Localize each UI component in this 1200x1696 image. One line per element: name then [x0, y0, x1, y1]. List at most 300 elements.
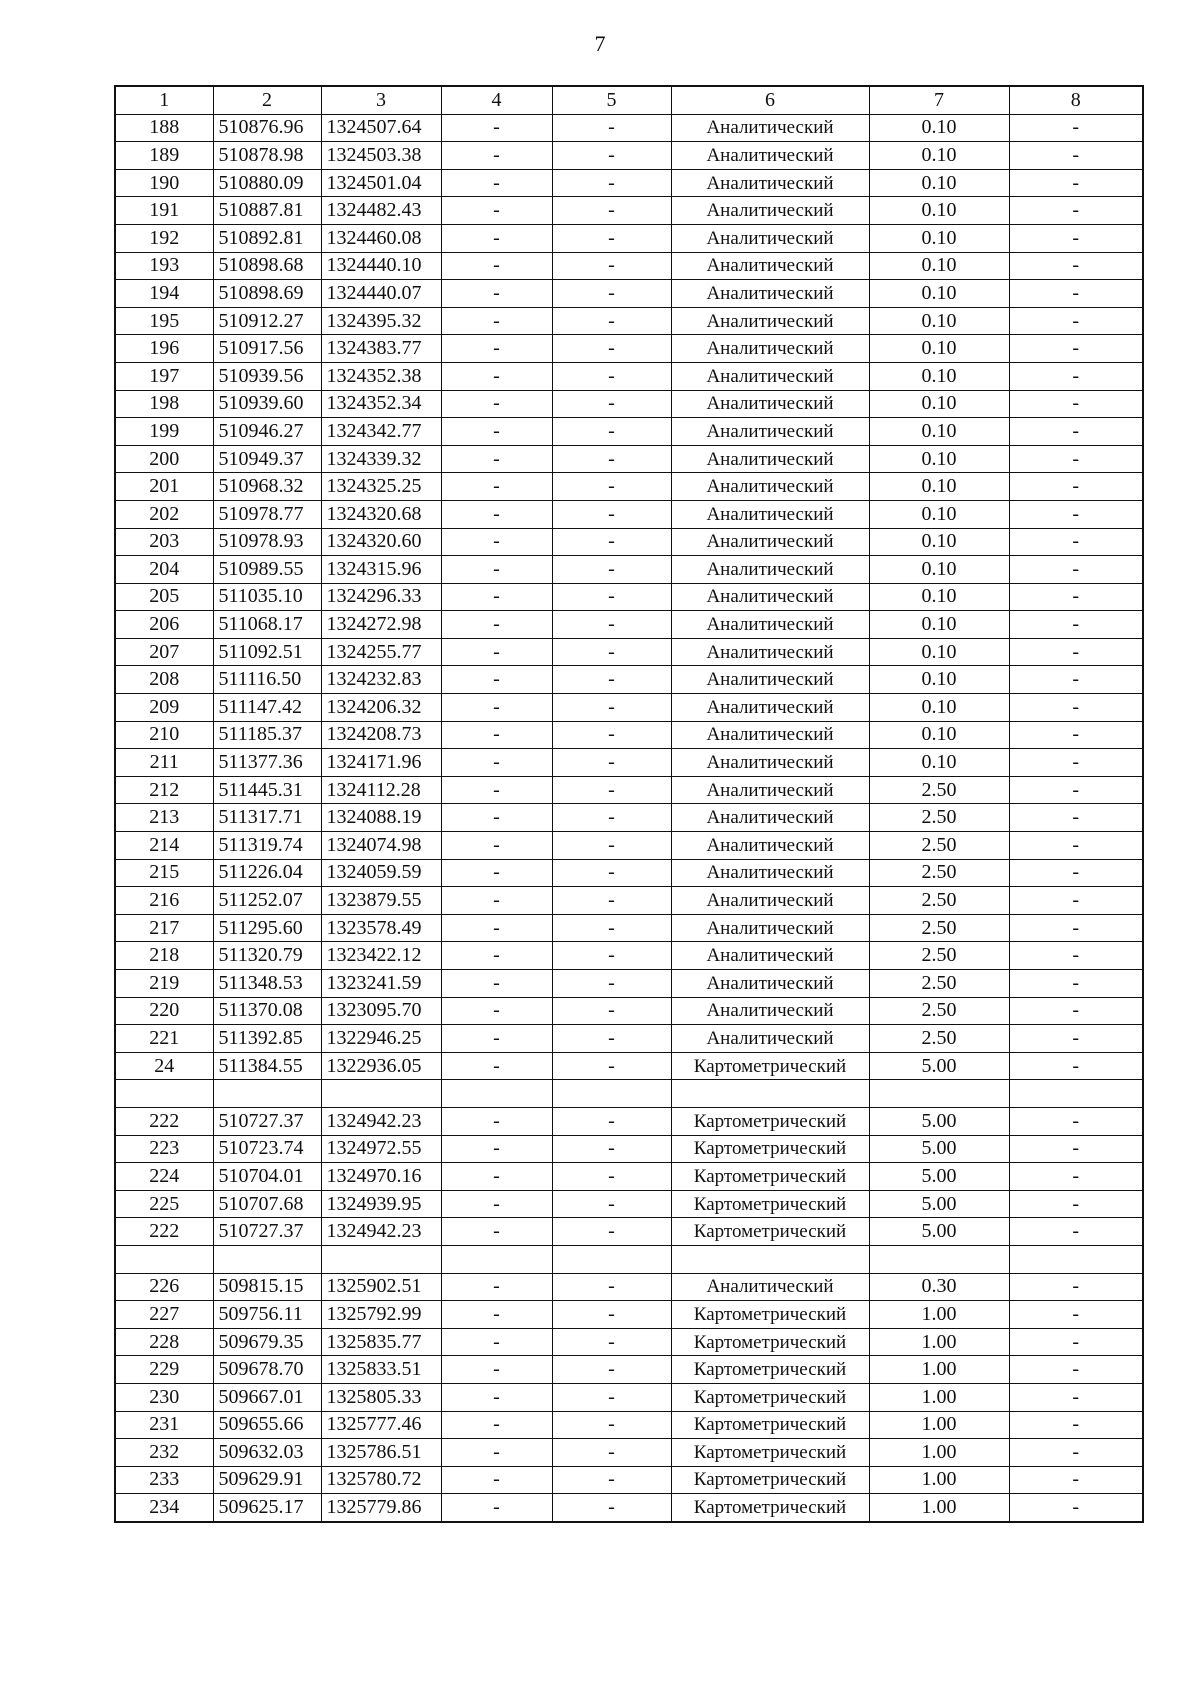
- column-4-cell: -: [441, 997, 552, 1025]
- column-4-cell: -: [441, 1218, 552, 1246]
- x-coordinate-cell: 511295.60: [213, 914, 321, 942]
- table-row: [115, 1135, 1143, 1163]
- accuracy-cell: 2.50: [869, 997, 1009, 1025]
- x-coordinate-cell: 510876.96: [213, 114, 321, 142]
- y-coordinate-cell: 1324232.83: [321, 666, 441, 694]
- method-cell: Аналитический: [671, 252, 869, 280]
- table-row: [115, 666, 1143, 694]
- column-5-cell: -: [552, 804, 671, 832]
- x-coordinate-cell: 510880.09: [213, 169, 321, 197]
- column-5-cell: -: [552, 1328, 671, 1356]
- point-number-cell: 207: [115, 638, 213, 666]
- table-row: [115, 362, 1143, 390]
- point-number-cell: 234: [115, 1494, 213, 1522]
- accuracy-cell: 0.10: [869, 280, 1009, 308]
- column-4-cell: -: [441, 1107, 552, 1135]
- x-coordinate-cell: 510887.81: [213, 197, 321, 225]
- column-5-cell: -: [552, 1052, 671, 1080]
- x-coordinate-cell: [213, 1080, 321, 1108]
- column-header: 6: [671, 86, 869, 114]
- column-5-cell: -: [552, 832, 671, 860]
- method-cell: Картометрический: [671, 1190, 869, 1218]
- y-coordinate-cell: 1324939.95: [321, 1190, 441, 1218]
- accuracy-cell: 5.00: [869, 1107, 1009, 1135]
- point-number-cell: 203: [115, 528, 213, 556]
- y-coordinate-cell: 1325779.86: [321, 1494, 441, 1522]
- point-number-cell: 205: [115, 583, 213, 611]
- column-8-cell: -: [1009, 1218, 1143, 1246]
- column-4-cell: -: [441, 749, 552, 777]
- method-cell: Аналитический: [671, 142, 869, 170]
- accuracy-cell: [869, 1245, 1009, 1273]
- y-coordinate-cell: 1323422.12: [321, 942, 441, 970]
- column-5-cell: -: [552, 1025, 671, 1053]
- x-coordinate-cell: 511348.53: [213, 970, 321, 998]
- point-number-cell: 232: [115, 1439, 213, 1467]
- y-coordinate-cell: 1324482.43: [321, 197, 441, 225]
- method-cell: Картометрический: [671, 1107, 869, 1135]
- accuracy-cell: 0.10: [869, 500, 1009, 528]
- point-number-cell: 229: [115, 1356, 213, 1384]
- method-cell: Картометрический: [671, 1411, 869, 1439]
- y-coordinate-cell: 1324942.23: [321, 1107, 441, 1135]
- accuracy-cell: 2.50: [869, 942, 1009, 970]
- column-4-cell: -: [441, 500, 552, 528]
- x-coordinate-cell: 511384.55: [213, 1052, 321, 1080]
- accuracy-cell: 0.10: [869, 362, 1009, 390]
- column-8-cell: -: [1009, 1301, 1143, 1329]
- column-4-cell: -: [441, 1273, 552, 1301]
- column-4-cell: -: [441, 611, 552, 639]
- table-row: [115, 583, 1143, 611]
- column-5-cell: -: [552, 114, 671, 142]
- column-header: 5: [552, 86, 671, 114]
- table-row: [115, 418, 1143, 446]
- column-4-cell: -: [441, 776, 552, 804]
- point-number-cell: 220: [115, 997, 213, 1025]
- column-4-cell: -: [441, 804, 552, 832]
- table-row: [115, 749, 1143, 777]
- column-4-cell: -: [441, 445, 552, 473]
- column-5-cell: -: [552, 914, 671, 942]
- point-number-cell: 190: [115, 169, 213, 197]
- x-coordinate-cell: 509632.03: [213, 1439, 321, 1467]
- y-coordinate-cell: 1324339.32: [321, 445, 441, 473]
- table-row: [115, 1052, 1143, 1080]
- column-8-cell: -: [1009, 1107, 1143, 1135]
- table-row: [115, 1080, 1143, 1108]
- column-8-cell: -: [1009, 418, 1143, 446]
- column-4-cell: -: [441, 1190, 552, 1218]
- column-5-cell: -: [552, 390, 671, 418]
- column-8-cell: -: [1009, 390, 1143, 418]
- x-coordinate-cell: 510939.60: [213, 390, 321, 418]
- point-number-cell: 211: [115, 749, 213, 777]
- column-4-cell: -: [441, 914, 552, 942]
- column-5-cell: -: [552, 169, 671, 197]
- table-row: [115, 832, 1143, 860]
- point-number-cell: 233: [115, 1466, 213, 1494]
- point-number-cell: 210: [115, 721, 213, 749]
- x-coordinate-cell: 510917.56: [213, 335, 321, 363]
- column-header: 1: [115, 86, 213, 114]
- x-coordinate-cell: 510898.69: [213, 280, 321, 308]
- y-coordinate-cell: 1325902.51: [321, 1273, 441, 1301]
- column-header: 2: [213, 86, 321, 114]
- table-row: [115, 638, 1143, 666]
- x-coordinate-cell: 510946.27: [213, 418, 321, 446]
- point-number-cell: 24: [115, 1052, 213, 1080]
- x-coordinate-cell: 511147.42: [213, 694, 321, 722]
- point-number-cell: 189: [115, 142, 213, 170]
- point-number-cell: 222: [115, 1107, 213, 1135]
- accuracy-cell: 2.50: [869, 914, 1009, 942]
- table-row: [115, 1025, 1143, 1053]
- method-cell: [671, 1245, 869, 1273]
- table-row: [115, 224, 1143, 252]
- column-header: 3: [321, 86, 441, 114]
- column-4-cell: -: [441, 335, 552, 363]
- x-coordinate-cell: 509815.15: [213, 1273, 321, 1301]
- y-coordinate-cell: 1323241.59: [321, 970, 441, 998]
- accuracy-cell: 1.00: [869, 1328, 1009, 1356]
- x-coordinate-cell: 510723.74: [213, 1135, 321, 1163]
- table-row: [115, 887, 1143, 915]
- x-coordinate-cell: 510727.37: [213, 1107, 321, 1135]
- y-coordinate-cell: 1324970.16: [321, 1163, 441, 1191]
- x-coordinate-cell: 511370.08: [213, 997, 321, 1025]
- table-row: [115, 280, 1143, 308]
- column-8-cell: -: [1009, 528, 1143, 556]
- column-5-cell: -: [552, 142, 671, 170]
- x-coordinate-cell: 510939.56: [213, 362, 321, 390]
- table-row: [115, 1439, 1143, 1467]
- accuracy-cell: 0.30: [869, 1273, 1009, 1301]
- table-row: [115, 1163, 1143, 1191]
- column-5-cell: -: [552, 1411, 671, 1439]
- method-cell: Аналитический: [671, 942, 869, 970]
- x-coordinate-cell: 509679.35: [213, 1328, 321, 1356]
- point-number-cell: 214: [115, 832, 213, 860]
- column-8-cell: -: [1009, 721, 1143, 749]
- column-5-cell: -: [552, 997, 671, 1025]
- method-cell: Аналитический: [671, 362, 869, 390]
- method-cell: Картометрический: [671, 1218, 869, 1246]
- method-cell: Аналитический: [671, 390, 869, 418]
- column-5-cell: -: [552, 1190, 671, 1218]
- point-number-cell: 225: [115, 1190, 213, 1218]
- column-5-cell: -: [552, 362, 671, 390]
- column-4-cell: -: [441, 390, 552, 418]
- table-row: [115, 997, 1143, 1025]
- point-number-cell: 193: [115, 252, 213, 280]
- column-4-cell: -: [441, 1301, 552, 1329]
- accuracy-cell: 1.00: [869, 1383, 1009, 1411]
- x-coordinate-cell: 509756.11: [213, 1301, 321, 1329]
- y-coordinate-cell: 1324325.25: [321, 473, 441, 501]
- column-4-cell: -: [441, 1383, 552, 1411]
- accuracy-cell: 0.10: [869, 749, 1009, 777]
- accuracy-cell: 0.10: [869, 197, 1009, 225]
- column-4-cell: -: [441, 142, 552, 170]
- accuracy-cell: 1.00: [869, 1439, 1009, 1467]
- column-5-cell: -: [552, 197, 671, 225]
- column-8-cell: -: [1009, 1273, 1143, 1301]
- accuracy-cell: 0.10: [869, 169, 1009, 197]
- column-8-cell: -: [1009, 1135, 1143, 1163]
- method-cell: Картометрический: [671, 1439, 869, 1467]
- column-4-cell: -: [441, 528, 552, 556]
- x-coordinate-cell: 511092.51: [213, 638, 321, 666]
- accuracy-cell: 0.10: [869, 666, 1009, 694]
- y-coordinate-cell: 1324315.96: [321, 556, 441, 584]
- method-cell: Аналитический: [671, 611, 869, 639]
- x-coordinate-cell: 509625.17: [213, 1494, 321, 1522]
- point-number-cell: 219: [115, 970, 213, 998]
- column-8-cell: -: [1009, 1383, 1143, 1411]
- accuracy-cell: [869, 1080, 1009, 1108]
- method-cell: Аналитический: [671, 418, 869, 446]
- column-4-cell: -: [441, 197, 552, 225]
- accuracy-cell: 5.00: [869, 1190, 1009, 1218]
- y-coordinate-cell: 1324088.19: [321, 804, 441, 832]
- column-4-cell: -: [441, 1411, 552, 1439]
- column-5-cell: -: [552, 1273, 671, 1301]
- column-5-cell: -: [552, 776, 671, 804]
- table-row: [115, 197, 1143, 225]
- table-row: [115, 1273, 1143, 1301]
- point-number-cell: 215: [115, 859, 213, 887]
- method-cell: Аналитический: [671, 832, 869, 860]
- method-cell: Аналитический: [671, 997, 869, 1025]
- column-8-cell: -: [1009, 1494, 1143, 1522]
- column-5-cell: -: [552, 1135, 671, 1163]
- column-5-cell: -: [552, 1494, 671, 1522]
- column-4-cell: -: [441, 721, 552, 749]
- table-row: [115, 335, 1143, 363]
- table-body: [115, 114, 1143, 1522]
- column-8-cell: -: [1009, 114, 1143, 142]
- column-4-cell: -: [441, 887, 552, 915]
- column-4-cell: -: [441, 583, 552, 611]
- column-5-cell: -: [552, 1356, 671, 1384]
- column-5-cell: -: [552, 887, 671, 915]
- accuracy-cell: 0.10: [869, 252, 1009, 280]
- y-coordinate-cell: 1323578.49: [321, 914, 441, 942]
- column-4-cell: -: [441, 307, 552, 335]
- column-8-cell: [1009, 1245, 1143, 1273]
- table-row: [115, 942, 1143, 970]
- y-coordinate-cell: 1324206.32: [321, 694, 441, 722]
- point-number-cell: 231: [115, 1411, 213, 1439]
- column-8-cell: -: [1009, 445, 1143, 473]
- accuracy-cell: 0.10: [869, 335, 1009, 363]
- method-cell: Аналитический: [671, 721, 869, 749]
- method-cell: Аналитический: [671, 583, 869, 611]
- table-row: [115, 804, 1143, 832]
- point-number-cell: 209: [115, 694, 213, 722]
- y-coordinate-cell: 1324507.64: [321, 114, 441, 142]
- y-coordinate-cell: 1322946.25: [321, 1025, 441, 1053]
- table-row: [115, 473, 1143, 501]
- column-5-cell: -: [552, 859, 671, 887]
- accuracy-cell: 5.00: [869, 1163, 1009, 1191]
- method-cell: Аналитический: [671, 666, 869, 694]
- column-8-cell: -: [1009, 252, 1143, 280]
- accuracy-cell: 0.10: [869, 445, 1009, 473]
- x-coordinate-cell: 511252.07: [213, 887, 321, 915]
- column-5-cell: -: [552, 611, 671, 639]
- method-cell: Аналитический: [671, 556, 869, 584]
- x-coordinate-cell: 511320.79: [213, 942, 321, 970]
- accuracy-cell: 0.10: [869, 418, 1009, 446]
- table-row: [115, 1466, 1143, 1494]
- y-coordinate-cell: 1324074.98: [321, 832, 441, 860]
- column-4-cell: -: [441, 942, 552, 970]
- accuracy-cell: 0.10: [869, 114, 1009, 142]
- column-8-cell: -: [1009, 1163, 1143, 1191]
- column-5-cell: -: [552, 1466, 671, 1494]
- accuracy-cell: 2.50: [869, 832, 1009, 860]
- table-row: [115, 1494, 1143, 1522]
- method-cell: Аналитический: [671, 859, 869, 887]
- table-row: [115, 556, 1143, 584]
- column-8-cell: -: [1009, 1466, 1143, 1494]
- method-cell: Картометрический: [671, 1135, 869, 1163]
- point-number-cell: 213: [115, 804, 213, 832]
- accuracy-cell: 5.00: [869, 1135, 1009, 1163]
- column-8-cell: -: [1009, 169, 1143, 197]
- x-coordinate-cell: 509667.01: [213, 1383, 321, 1411]
- y-coordinate-cell: 1323095.70: [321, 997, 441, 1025]
- table-row: [115, 252, 1143, 280]
- column-8-cell: -: [1009, 694, 1143, 722]
- column-8-cell: -: [1009, 887, 1143, 915]
- column-8-cell: -: [1009, 611, 1143, 639]
- y-coordinate-cell: 1325835.77: [321, 1328, 441, 1356]
- y-coordinate-cell: 1324296.33: [321, 583, 441, 611]
- table-row: [115, 776, 1143, 804]
- point-number-cell: 216: [115, 887, 213, 915]
- point-number-cell: 228: [115, 1328, 213, 1356]
- column-4-cell: -: [441, 473, 552, 501]
- y-coordinate-cell: 1324320.68: [321, 500, 441, 528]
- column-4-cell: -: [441, 418, 552, 446]
- column-4-cell: -: [441, 280, 552, 308]
- x-coordinate-cell: 511317.71: [213, 804, 321, 832]
- point-number-cell: 194: [115, 280, 213, 308]
- column-4-cell: -: [441, 638, 552, 666]
- x-coordinate-cell: 511377.36: [213, 749, 321, 777]
- point-number-cell: 195: [115, 307, 213, 335]
- table-row: [115, 1218, 1143, 1246]
- point-number-cell: 199: [115, 418, 213, 446]
- y-coordinate-cell: 1324112.28: [321, 776, 441, 804]
- table-row: [115, 859, 1143, 887]
- column-8-cell: [1009, 1080, 1143, 1108]
- column-5-cell: -: [552, 224, 671, 252]
- point-number-cell: 230: [115, 1383, 213, 1411]
- method-cell: Картометрический: [671, 1328, 869, 1356]
- method-cell: Аналитический: [671, 638, 869, 666]
- point-number-cell: 222: [115, 1218, 213, 1246]
- accuracy-cell: 1.00: [869, 1301, 1009, 1329]
- y-coordinate-cell: 1324208.73: [321, 721, 441, 749]
- column-5-cell: -: [552, 1107, 671, 1135]
- accuracy-cell: 0.10: [869, 390, 1009, 418]
- method-cell: Аналитический: [671, 887, 869, 915]
- point-number-cell: 191: [115, 197, 213, 225]
- accuracy-cell: 0.10: [869, 556, 1009, 584]
- x-coordinate-cell: 510898.68: [213, 252, 321, 280]
- column-4-cell: -: [441, 694, 552, 722]
- point-number-cell: 221: [115, 1025, 213, 1053]
- column-8-cell: -: [1009, 1356, 1143, 1384]
- accuracy-cell: 2.50: [869, 970, 1009, 998]
- column-8-cell: -: [1009, 1328, 1143, 1356]
- point-number-cell: 218: [115, 942, 213, 970]
- table-row: [115, 500, 1143, 528]
- column-4-cell: -: [441, 1025, 552, 1053]
- method-cell: Аналитический: [671, 804, 869, 832]
- method-cell: Аналитический: [671, 749, 869, 777]
- table-row: [115, 1301, 1143, 1329]
- point-number-cell: 204: [115, 556, 213, 584]
- coordinates-table: [114, 85, 1144, 1523]
- y-coordinate-cell: 1324059.59: [321, 859, 441, 887]
- column-8-cell: -: [1009, 970, 1143, 998]
- method-cell: Аналитический: [671, 445, 869, 473]
- accuracy-cell: 2.50: [869, 859, 1009, 887]
- column-4-cell: -: [441, 1356, 552, 1384]
- column-4-cell: -: [441, 169, 552, 197]
- column-5-cell: -: [552, 335, 671, 363]
- column-4-cell: -: [441, 1466, 552, 1494]
- accuracy-cell: 0.10: [869, 473, 1009, 501]
- column-8-cell: -: [1009, 335, 1143, 363]
- column-5-cell: -: [552, 721, 671, 749]
- x-coordinate-cell: 510989.55: [213, 556, 321, 584]
- table-row: [115, 114, 1143, 142]
- point-number-cell: 192: [115, 224, 213, 252]
- table-row: [115, 1383, 1143, 1411]
- column-5-cell: -: [552, 1218, 671, 1246]
- method-cell: Аналитический: [671, 694, 869, 722]
- column-8-cell: -: [1009, 307, 1143, 335]
- method-cell: Картометрический: [671, 1356, 869, 1384]
- x-coordinate-cell: 510704.01: [213, 1163, 321, 1191]
- column-5-cell: -: [552, 1163, 671, 1191]
- accuracy-cell: 5.00: [869, 1052, 1009, 1080]
- point-number-cell: 202: [115, 500, 213, 528]
- column-4-cell: -: [441, 1439, 552, 1467]
- column-8-cell: -: [1009, 500, 1143, 528]
- x-coordinate-cell: 510949.37: [213, 445, 321, 473]
- y-coordinate-cell: 1325780.72: [321, 1466, 441, 1494]
- y-coordinate-cell: 1325786.51: [321, 1439, 441, 1467]
- y-coordinate-cell: 1325777.46: [321, 1411, 441, 1439]
- table-row: [115, 1190, 1143, 1218]
- x-coordinate-cell: 510878.98: [213, 142, 321, 170]
- column-5-cell: -: [552, 307, 671, 335]
- column-8-cell: -: [1009, 666, 1143, 694]
- point-number-cell: 224: [115, 1163, 213, 1191]
- x-coordinate-cell: 511319.74: [213, 832, 321, 860]
- column-4-cell: -: [441, 832, 552, 860]
- y-coordinate-cell: 1324352.34: [321, 390, 441, 418]
- accuracy-cell: 0.10: [869, 721, 1009, 749]
- y-coordinate-cell: 1324383.77: [321, 335, 441, 363]
